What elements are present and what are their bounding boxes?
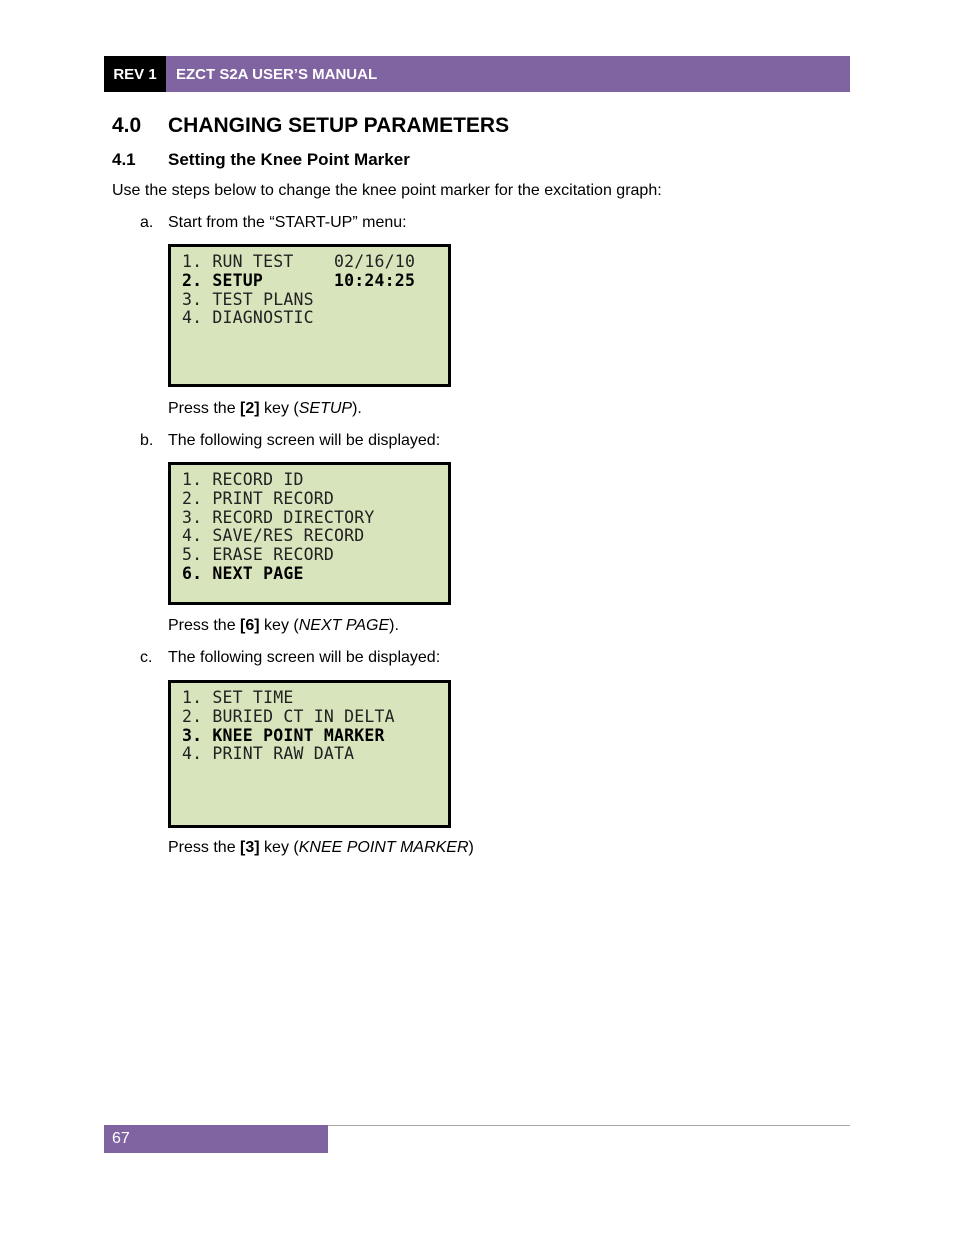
lcd-line: 2. SETUP 10:24:25 [182,270,416,290]
press-mid: key ( [259,839,299,856]
lcd-line: 1. SET TIME [182,688,294,707]
lcd-screen-next-page [168,680,451,828]
revision-label: REV 1 [104,56,166,92]
key-name: KNEE POINT MARKER [298,839,469,856]
subsection-title: Setting the Knee Point Marker [168,150,410,169]
key-name: SETUP [298,400,353,417]
subsection-number: 4.1 [112,150,136,169]
lcd-line: 6. NEXT PAGE [182,563,304,583]
subsection-heading [112,150,410,170]
lcd-line: 4. DIAGNOSTIC [182,308,314,328]
step-b-text: The following screen will be displayed: [168,432,441,449]
lcd-line: 1. RECORD ID [182,470,304,489]
press-suffix: ) [468,839,474,856]
lcd-line: 5. ERASE RECORD [182,545,335,565]
step-c-text: The following screen will be displayed: [168,649,441,666]
lcd-line: 3. KNEE POINT MARKER [182,725,385,745]
section-number: 4.0 [112,114,142,137]
press-prefix: Press the [168,617,241,634]
step-c-instruction [168,838,474,858]
step-b-instruction [168,616,399,636]
lcd-line: 4. SAVE/RES RECORD [182,526,365,546]
press-mid: key ( [259,400,299,417]
footer-rule [328,1125,850,1126]
press-suffix: ). [352,400,362,417]
lcd-line: 3. TEST PLANS [182,289,314,309]
lcd-line: 2. PRINT RECORD [182,488,335,508]
step-a-instruction [168,399,362,419]
key-label: [6] [240,617,260,634]
footer-bar [104,1125,328,1153]
lcd-screen-setup [168,462,451,605]
step-a-letter: a. [140,214,154,231]
step-a-text: Start from the “START-UP” menu: [168,214,407,231]
key-label: [2] [240,400,260,417]
lcd-screen-startup [168,244,451,387]
page-number: 67 [112,1130,130,1147]
step-b-letter: b. [140,432,154,449]
lcd-line: 1. RUN TEST 02/16/10 [182,252,416,271]
press-prefix: Press the [168,400,241,417]
manual-title: EZCT S2A USER’S MANUAL [176,65,378,83]
press-suffix: ). [389,617,399,634]
intro-paragraph: Use the steps below to change the knee point marker for the excitation graph: [112,182,662,199]
press-mid: key ( [259,617,299,634]
press-prefix: Press the [168,839,241,856]
key-label: [3] [240,839,260,856]
header-bar [104,56,850,92]
section-heading [112,114,509,138]
lcd-line: 3. RECORD DIRECTORY [182,507,375,527]
step-c-letter: c. [140,649,153,666]
lcd-line: 4. PRINT RAW DATA [182,744,355,764]
lcd-line: 2. BURIED CT IN DELTA [182,706,395,726]
key-name: NEXT PAGE [298,617,390,634]
section-title: CHANGING SETUP PARAMETERS [168,114,510,137]
